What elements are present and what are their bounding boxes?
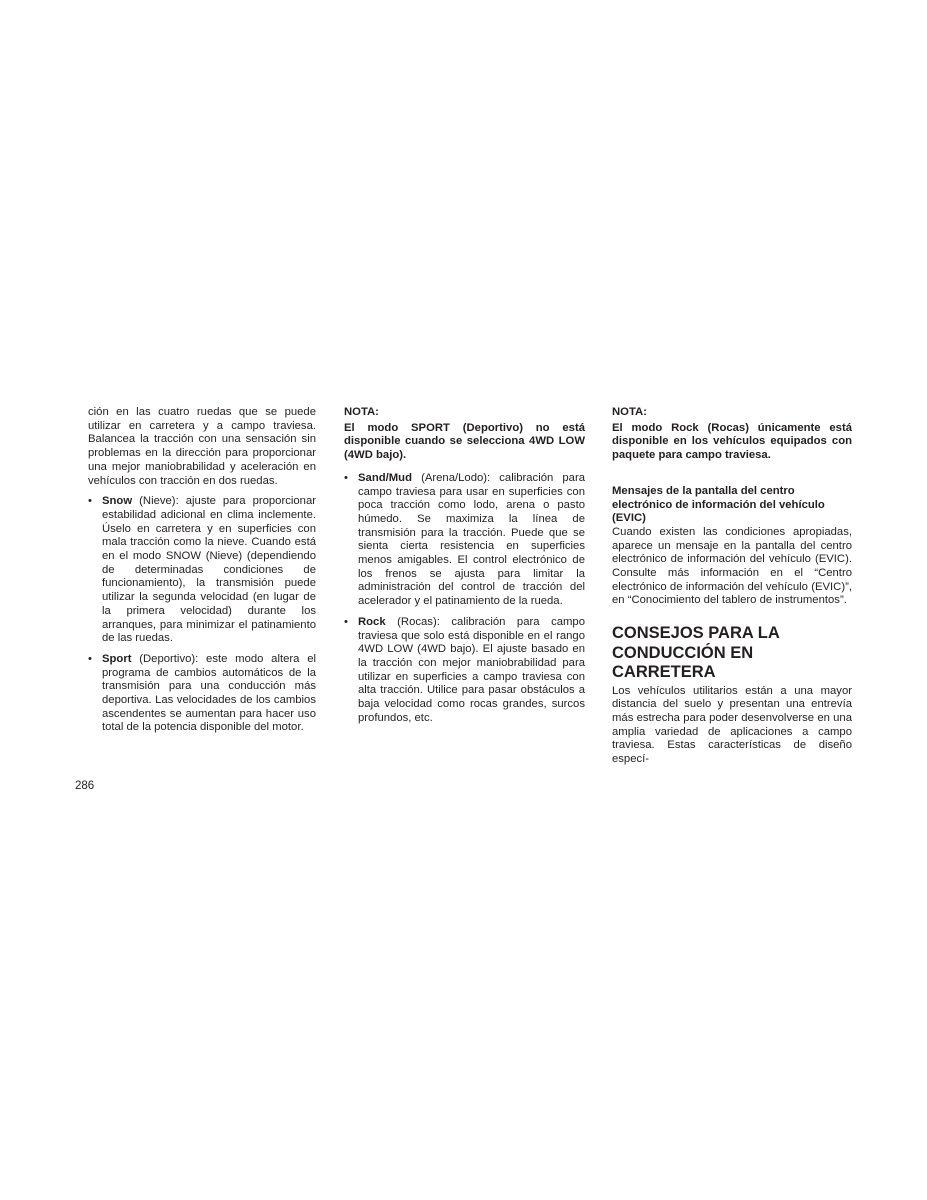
note-label: NOTA: <box>612 406 647 418</box>
bullet-dot-icon: • <box>88 652 92 665</box>
bullet-text: (Nieve): ajuste para proporcionar estabilidad adicional en clima inclemente. Úselo en carretera y en superficies con mala tracción como la nieve. Cuando está en el modo SNOW (Nieve) (dependiendo de determinadas condiciones de funcionamiento), la transmisión puede utilizar la segunda velocidad (en lugar de la primera velocidad) durante los arranques, para minimizar el patinamiento de las ruedas. <box>102 495 316 645</box>
note-label: NOTA: <box>344 406 379 418</box>
bullet-text: (Deportivo): este modo altera el programa de cambios automáticos de la transmisión para una conducción más deportiva. Las velocidades de los cambios ascendentes se aumentan para hacer uso total de la potencia disponible del motor. <box>102 652 316 734</box>
section-title: CONSEJOS PARA LA CONDUCCIÓN EN CARRETERA <box>612 624 780 682</box>
bullet-text: (Rocas): calibración para campo traviesa que solo está disponible en el rango 4WD LOW (4WD bajo). El ajuste basado en la tracción con mejor maniobrabilidad para utilizar en superficies a campo traviesa con alta tracción. Utilice para pasar obstáculos a baja velocidad como rocas grandes, surcos profundos, etc. <box>358 615 585 724</box>
list-item-sand-mud <box>344 472 585 609</box>
middle-column <box>344 406 585 725</box>
bullet-dot-icon: • <box>344 471 348 484</box>
bullet-term: Snow <box>102 495 133 508</box>
left-column <box>88 406 316 735</box>
bullet-term: Sport <box>102 652 132 665</box>
bullet-text: (Arena/Lodo): calibración para campo traviesa para usar en superficies con poca tracción como lodo, arena o pasto húmedo. Se maximiza la línea de transmisión para la tracción. Puede que se sienta cierta resistencia en superficies menos amigables. El control electrónico de los frenos se ajusta para limitar la administración del control de tracción del acelerador y el patinamiento de la rueda. <box>358 471 585 608</box>
bullet-dot-icon: • <box>344 615 348 628</box>
section-paragraph: Los vehículos utilitarios están a una mayor distancia del suelo y presentan una entrevía más estrecha para poder desenvolverse en una amplia variedad de aplicaciones a campo traviesa. Estas características de diseño especí- <box>612 684 852 766</box>
subsection-heading: Mensajes de la pantalla del centro electrónico de información del vehículo (EVIC) <box>612 484 825 525</box>
bullet-term: Rock <box>358 615 386 628</box>
page-number: 286 <box>75 780 95 792</box>
intro-paragraph: ción en las cuatro ruedas que se puede utilizar en carretera y a campo traviesa. Balancea la tracción con una sensación sin problemas en la dirección para proporcionar una mejor maniobrabilidad y aceleración en vehículos con tracción en dos ruedas. <box>88 406 316 487</box>
bullet-dot-icon: • <box>88 495 92 508</box>
note-text: El modo SPORT (Deportivo) no está disponible cuando se selecciona 4WD LOW (4WD bajo). <box>344 421 585 462</box>
list-item-snow <box>88 495 316 646</box>
list-item-sport <box>88 653 316 735</box>
note-text: El modo Rock (Rocas) únicamente está disponible en los vehículos equipados con paquete para campo traviesa. <box>612 421 852 462</box>
subsection-paragraph: Cuando existen las condiciones apropiadas, aparece un mensaje en la pantalla del centro electrónico de información del vehículo (EVIC). Consulte más información en el “Centro electrónico de información del vehículo (EVIC)”, en “Conocimiento del tablero de instrumentos”. <box>612 525 852 607</box>
right-column <box>612 406 852 767</box>
list-item-rock <box>344 616 585 726</box>
bullet-term: Sand/Mud <box>358 471 412 484</box>
